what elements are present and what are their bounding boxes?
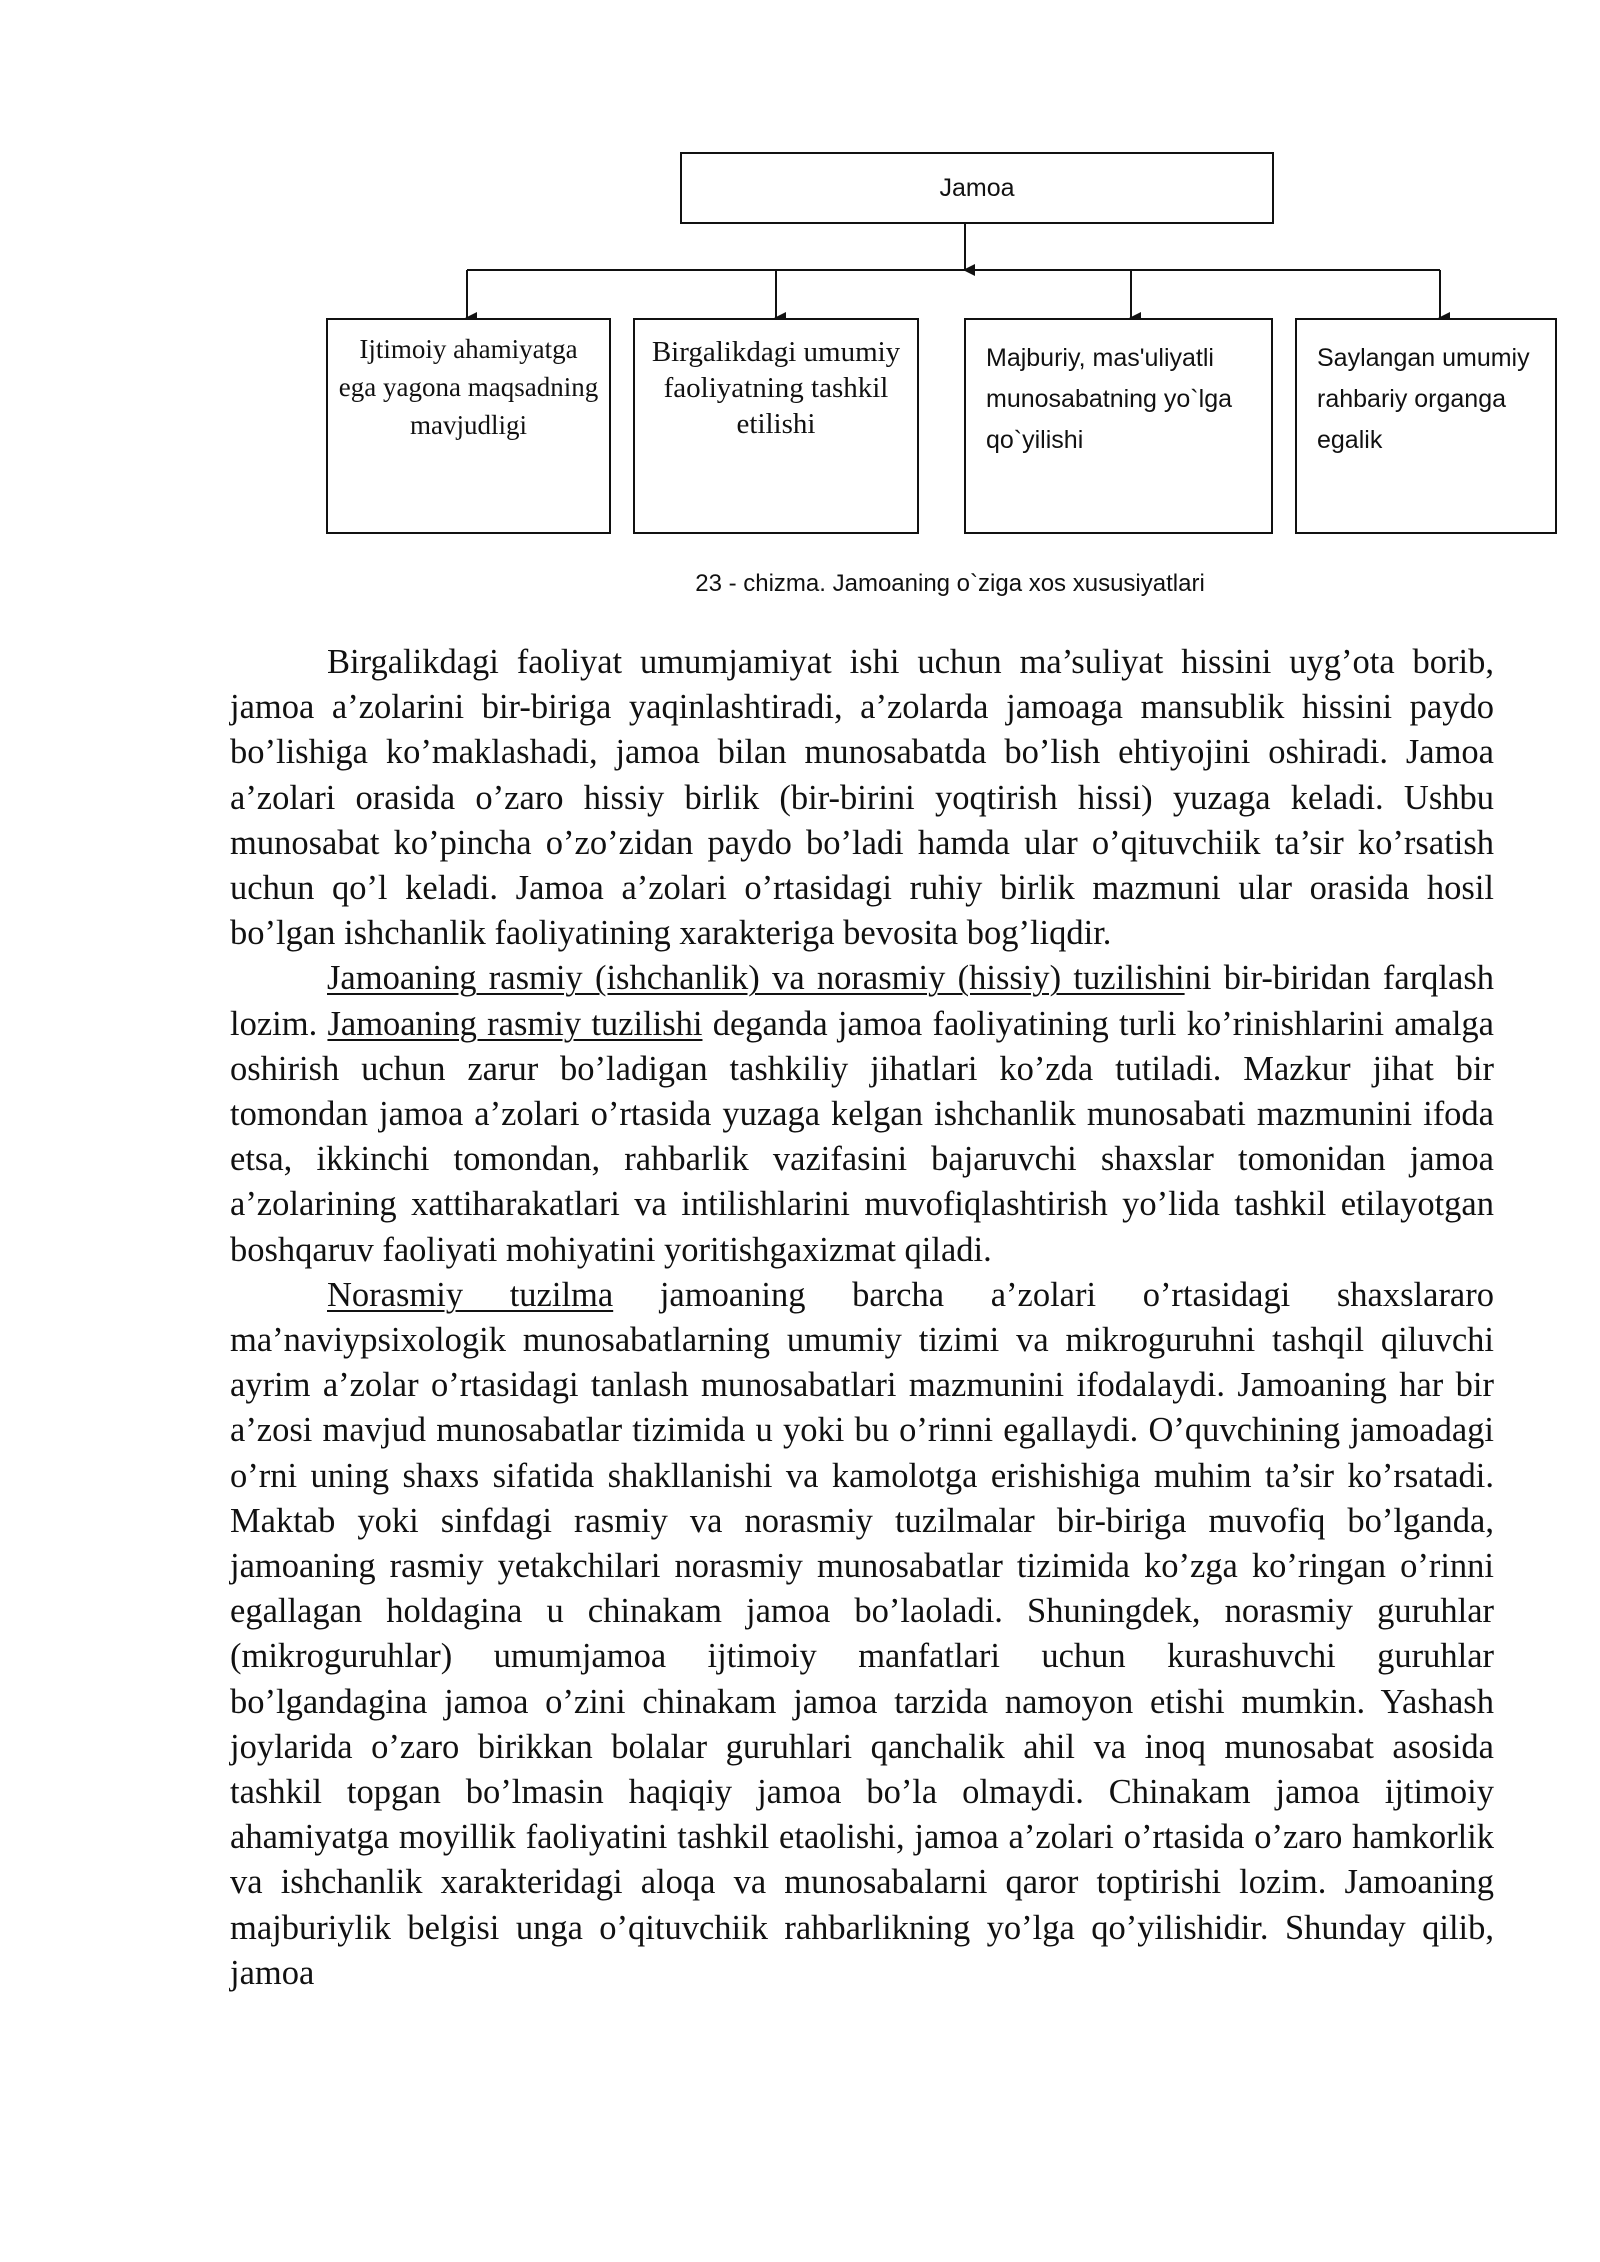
root-label: Jamoa bbox=[939, 174, 1015, 202]
paragraph-1 bbox=[230, 640, 1494, 956]
child-label-2: Birgalikdagi umumiy faoliyatning tashkil etilishi bbox=[651, 336, 901, 440]
hierarchy-diagram bbox=[0, 0, 1600, 620]
diagram-caption: 23 - chizma. Jamoaning o`ziga xos xususiyatlari bbox=[695, 570, 1205, 597]
root-node bbox=[680, 152, 1274, 224]
paragraph-1-text: Birgalikdagi faoliyat umumjamiyat ishi uchun ma’suliyat hissini uyg’ota borib, jamoa a’zolarini bir-biriga yaqinlashtiradi, a’zolarda jamoaga mansublik hissini paydo bo’lishiga ko’maklashadi, jamoa bilan munosabatda bo’lish ehtiyojini oshiradi. Jamoa a’zolari orasida o’zaro hissiy birlik (bir-birini yoqtirish hissi) yuzaga keladi. Ushbu munosabat ko’pincha o’zo’zidan paydo bo’ladi hamda ular o’qituvchiik ta’sir ko’rsatish uchun qo’l keladi. Jamoa a’zolari o’rtasidagi ruhiy birlik mazmuni ular orasida hosil bo’lgan ishchanlik faoliyatining xarakteriga bevosita bog’liqdir. bbox=[230, 643, 1494, 953]
paragraph-3 bbox=[230, 1273, 1494, 1996]
child-node-1 bbox=[326, 318, 611, 534]
underlined-term-2: Jamoaning rasmiy tuzilishi bbox=[327, 1004, 703, 1043]
body-text bbox=[230, 640, 1494, 1996]
child-node-3 bbox=[964, 318, 1273, 534]
paragraph-3-text-1: jamoaning barcha a’zolari o’rtasidagi shaxslararo ma’naviypsixologik munosabatlarning umumiy tizimi va mikroguruhni tashqil qiluvchi ayrim a’zolar o’rtasidagi tanlash munosabatlari mazmunini ifodalaydi. Jamoaning har bir a’zosi mavjud munosabatlar tizimida u yoki bu o’rinni egallaydi. O’quvchining jamoadagi o’rni uning shaxs sifatida shakllanishi va kamolotga erishishiga muhim ta’sir ko’rsatadi. Maktab yoki sinfdagi rasmiy va norasmiy tuzilmalar bir-biriga muvofiq bo’lganda, jamoaning rasmiy yetakchilari norasmiy munosabatlar tizimida ko’zga ko’ringan o’rinni egallagan holdagina u chinakam jamoa bo’laoladi. Shuningdek, norasmiy guruhlar (mikroguruhlar) umumjamoa ijtimoiy manfatlari uchun kurashuvchi guruhlar bo’lgandagina jamoa o’zini chinakam jamoa tarzida namoyon etishi mumkin. Yashash joylarida o’zaro birikkan bolalar guruhlari qanchalik ahil va inoq munosabat asosida tashkil topgan bo’lmasin haqiqiy jamoa bo’la olmaydi. Chinakam jamoa ijtimoiy ahamiyatga moyillik faoliyatini tashkil etaolishi, jamoa a’zolari o’rtasida o’zaro hamkorlik va ishchanlik xarakteridagi aloqa va munosabalarni qaror toptirishi lozim. Jamoaning majburiylik belgisi unga o’qituvchiik rahbarlikning yo’lga qo’yilishidir. Shunday qilib, jamoa bbox=[230, 1275, 1494, 1992]
child-label-4: Saylangan umumiy rahbariy organga egalik bbox=[1317, 344, 1530, 454]
child-label-3: Majburiy, mas'uliyatli munosabatning yo`lga qo`yilishi bbox=[986, 344, 1232, 454]
child-node-2 bbox=[633, 318, 919, 534]
child-label-1: Ijtimoiy ahamiyatga ega yagona maqsadning mavjudligi bbox=[338, 334, 599, 440]
child-node-4 bbox=[1295, 318, 1557, 534]
underlined-term-1: Jamoaning rasmiy (ishchanlik) va norasmiy (hissiy) tuzilishi bbox=[327, 959, 1185, 998]
paragraph-2 bbox=[230, 956, 1494, 1272]
paragraph-2-text-1: ni bir-biridan farqlash lozim. bbox=[230, 959, 1495, 1043]
underlined-term-3: Norasmiy tuzilma bbox=[327, 1275, 614, 1314]
paragraph-2-text-2: deganda jamoa faoliyatining turli ko’rinishlarini amalga oshirish uchun zarur bo’ladigan tashkiliy jihatlari ko’zda tutiladi. Mazkur jihat bir tomondan jamoa a’zolari o’rtasida yuzaga kelgan ishchanlik munosabati mazmunini ifoda etsa, ikkinchi tomondan, rahbarlik vazifasini bajaruvchi shaxslar tomonidan jamoa a’zolarining xattiharakatlari va intilishlarini muvofiqlashtirish yo’lida tashkil etilayotgan boshqaruv faoliyati mohiyatini yoritishgaxizmat qiladi. bbox=[230, 1004, 1494, 1269]
